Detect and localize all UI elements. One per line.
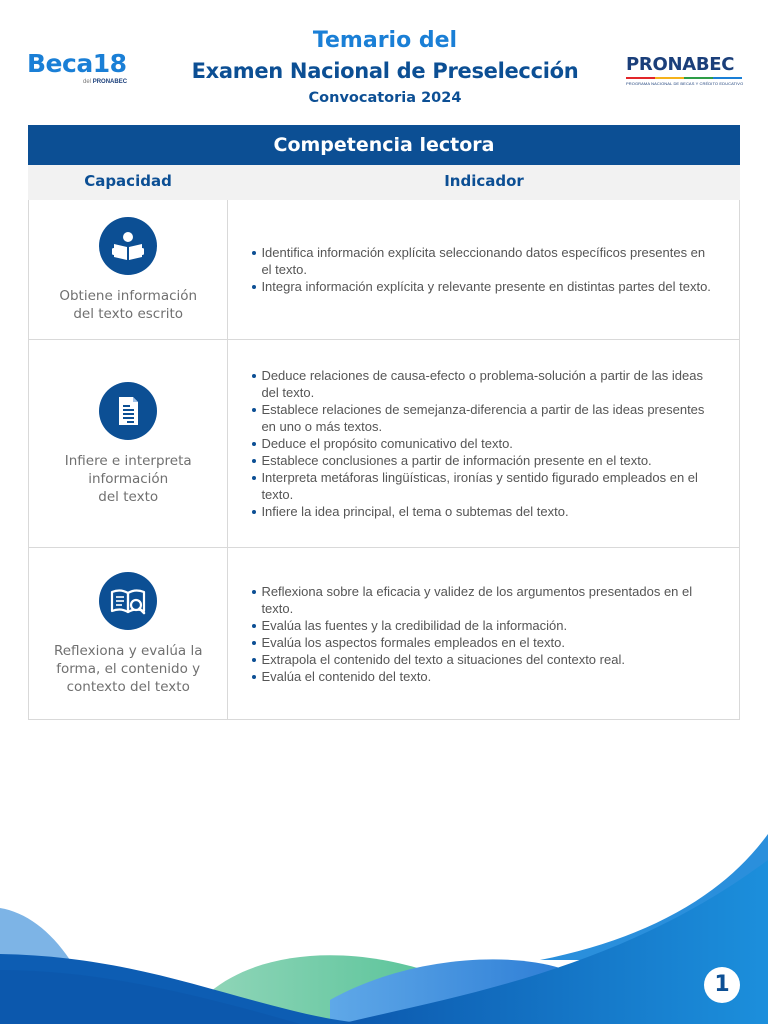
beca18-logo: [27, 50, 137, 90]
capacidad-cell: [29, 340, 228, 547]
header: [0, 0, 768, 120]
indicador-item: Evalúa el contenido del texto.: [252, 668, 711, 685]
page-title: [150, 26, 620, 110]
table-row: [28, 200, 740, 340]
indicador-list: [252, 244, 711, 295]
indicador-list: [252, 583, 711, 685]
title-line-3: Convocatoria 2024: [308, 90, 462, 106]
indicador-cell: [228, 340, 739, 547]
capacidad-label: Obtiene información del texto escrito: [59, 287, 198, 322]
capacidad-cell: [29, 548, 228, 719]
table-column-headers: [28, 165, 740, 200]
competencia-table: [28, 125, 740, 720]
book-magnifier-icon: [99, 572, 157, 630]
pronabec-logo-bar: [626, 77, 742, 79]
capacidad-label: Reflexiona y evalúa la forma, el contenido y contexto del texto: [53, 642, 203, 695]
pronabec-logo: [626, 54, 746, 86]
column-header-indicador: Indicador: [444, 172, 524, 190]
indicador-cell: [228, 548, 739, 719]
pronabec-logo-tagline: PROGRAMA NACIONAL DE BECAS Y CRÉDITO EDUCATIVO: [626, 81, 744, 86]
capacidad-label: Infiere e interpreta información del texto: [64, 452, 192, 505]
column-header-capacidad: Capacidad: [84, 172, 172, 190]
page-number: 1: [704, 967, 740, 1003]
decorative-waves: [0, 820, 768, 1024]
indicador-item: Deduce relaciones de causa-efecto o problema-solución a partir de las ideas del texto.: [252, 367, 711, 401]
indicador-item: Evalúa las fuentes y la credibilidad de la información.: [252, 617, 711, 634]
reading-person-icon: [99, 217, 157, 275]
indicador-item: Interpreta metáforas lingüísticas, ironías y sentido figurado empleados en el texto.: [252, 469, 711, 503]
indicador-item: Integra información explícita y relevante presente en distintas partes del texto.: [252, 278, 711, 295]
indicador-item: Establece relaciones de semejanza-diferencia a partir de las ideas presentes en uno o más textos.: [252, 401, 711, 435]
document-icon: [99, 382, 157, 440]
indicador-item: Evalúa los aspectos formales empleados en el texto.: [252, 634, 711, 651]
pronabec-logo-text: PRONABEC: [626, 54, 735, 75]
indicador-cell: [228, 200, 739, 339]
table-row: [28, 340, 740, 548]
indicador-item: Infiere la idea principal, el tema o subtemas del texto.: [252, 503, 711, 520]
capacidad-cell: [29, 200, 228, 339]
title-line-2: Examen Nacional de Preselección: [191, 59, 579, 83]
indicador-item: Reflexiona sobre la eficacia y validez de los argumentos presentados en el texto.: [252, 583, 711, 617]
indicador-item: Identifica información explícita seleccionando datos específicos presentes en el texto.: [252, 244, 711, 278]
indicador-list: [252, 367, 711, 520]
beca18-logo-text: Beca18: [27, 49, 127, 78]
table-title: Competencia lectora: [28, 125, 740, 165]
indicador-item: Extrapola el contenido del texto a situaciones del contexto real.: [252, 651, 711, 668]
title-line-1: Temario del: [312, 28, 458, 53]
indicador-item: Deduce el propósito comunicativo del texto.: [252, 435, 711, 452]
beca18-logo-sub: del PRONABEC: [83, 79, 128, 85]
indicador-item: Establece conclusiones a partir de información presente en el texto.: [252, 452, 711, 469]
table-row: [28, 548, 740, 720]
